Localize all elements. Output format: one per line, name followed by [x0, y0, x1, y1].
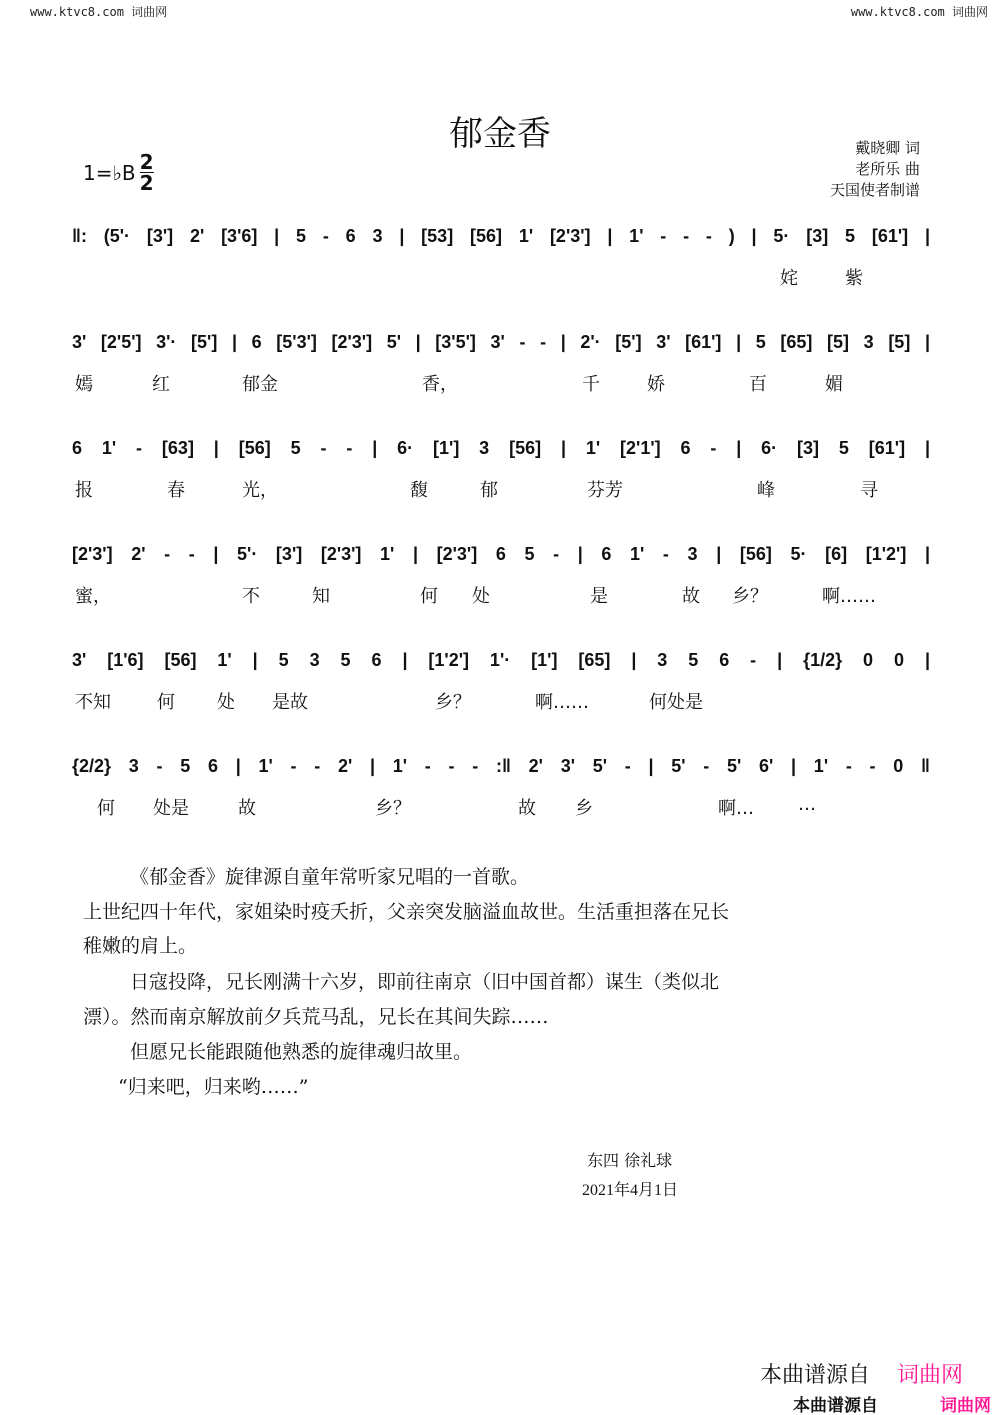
lyric: 光， — [242, 480, 278, 501]
meter-top: 2 — [139, 150, 154, 174]
lyric: 是故 — [272, 692, 308, 713]
engraver-credit: 天国使者制谱 — [829, 181, 920, 199]
lyric: 娇 — [647, 374, 665, 395]
lyric: 啊…… — [822, 586, 876, 607]
essay-line: 上世纪四十年代，家姐染时疫夭折，父亲突发脑溢血故世。生活重担落在兄长 — [83, 901, 730, 923]
essay-line: 《郁金香》旋律源自童年常听家兄唱的一首歌。 — [130, 866, 530, 888]
lyric: 不知 — [75, 692, 111, 713]
date: 2021年4月1日 — [582, 1182, 679, 1199]
essay-line: 日寇投降，兄长刚满十六岁，即前往南京（旧中国首都）谋生（类似北 — [130, 971, 720, 993]
lyric: 不 — [242, 586, 260, 607]
lyric: 芬芳 — [587, 480, 623, 501]
lyric: 馥 — [410, 480, 428, 501]
composer-credit: 老所乐 曲 — [855, 160, 920, 178]
lyric: 知 — [312, 586, 330, 607]
lyric: 故 — [238, 798, 256, 819]
lyric: … — [798, 794, 816, 815]
lyric: 寻 — [860, 480, 878, 501]
source-site-ghost: 词曲网 — [897, 1363, 964, 1388]
lyric: 乡？ — [732, 586, 768, 607]
lyric: 香， — [422, 374, 458, 395]
lyric: 何处是 — [649, 692, 703, 713]
lyric: 故 — [682, 586, 700, 607]
score-row-notes: {2/2} 3 - 5 6 | 1' - - 2' | 1' - - - :‖ 2' 3' 5' - | 5' - 5' 6' | 1' - - 0 ‖ — [72, 756, 930, 776]
lyric: 何 — [420, 586, 438, 607]
lyric: 何 — [97, 798, 115, 819]
essay-line: 但愿兄长能跟随他熟悉的旋律魂归故里。 — [130, 1041, 473, 1063]
lyric: 郁金 — [242, 374, 278, 395]
essay-line: 漂）。然而南京解放前夕兵荒马乱，兄长在其间失踪…… — [83, 1006, 549, 1028]
lyric: 姹 — [780, 268, 798, 289]
score-row-notes: ‖: (5'· [3'] 2' [3'6] | 5 - 6 3 | [53] [56] 1' [2'3'] | 1' - - - ) | 5· [3] 5 [61'] | — [72, 226, 930, 246]
lyric: 紫 — [845, 268, 863, 289]
lyric: 故 — [518, 798, 536, 819]
lyric: 啊… — [718, 798, 754, 819]
essay-line: “归来吧，归来哟……” — [118, 1076, 309, 1098]
lyric: 乡？ — [435, 692, 471, 713]
lyric: 处 — [472, 586, 490, 607]
score-row-notes: [2'3'] 2' - - | 5'· [3'] [2'3'] 1' | [2'3'] 6 5 - | 6 1' - 3 | [56] 5· [6] [1'2'] | — [72, 544, 930, 564]
source-note-ghost: 本曲谱源自 — [760, 1363, 871, 1388]
lyric: 蜜， — [75, 586, 111, 607]
source-site: 词曲网 — [940, 1396, 991, 1415]
score-row-notes: 3' [1'6] [56] 1' | 5 3 5 6 | [1'2'] 1'· [1'] [65] | 3 5 6 - | {1/2} 0 0 | — [72, 650, 930, 670]
lyric: 郁 — [480, 480, 498, 501]
lyric: 啊…… — [535, 692, 589, 713]
song-title: 郁金香 — [449, 114, 551, 154]
lyric: 乡？ — [375, 798, 411, 819]
lyric: 红 — [152, 374, 170, 395]
lyric: 何 — [157, 692, 175, 713]
essay-line: 稚嫩的肩上。 — [83, 935, 198, 957]
watermark-right: www.ktvc8.com 词曲网 — [850, 5, 988, 19]
watermark-left: www.ktvc8.com 词曲网 — [30, 5, 168, 19]
lyric: 百 — [749, 374, 767, 395]
key-signature — [83, 152, 154, 193]
lyric: 处 — [217, 692, 235, 713]
key-tonic: 1=♭B — [83, 160, 136, 185]
source-note: 本曲谱源自 — [793, 1396, 878, 1415]
lyric: 乡 — [575, 798, 593, 819]
lyric: 嫣 — [75, 374, 93, 395]
lyric: 春 — [167, 480, 185, 501]
lyric: 媚 — [825, 374, 843, 395]
lyric: 千 — [582, 374, 600, 395]
score-row-notes: 6 1' - [63] | [56] 5 - - | 6· [1'] 3 [56] | 1' [2'1'] 6 - | 6· [3] 5 [61'] | — [72, 438, 930, 458]
signature: 东四 徐礼球 — [587, 1151, 673, 1170]
lyricist-credit: 戴晓卿 词 — [855, 139, 920, 157]
lyric: 报 — [75, 480, 93, 501]
lyric: 是 — [590, 586, 608, 607]
time-signature — [140, 152, 154, 193]
lyric: 峰 — [757, 480, 775, 501]
score-row-notes: 3' [2'5'] 3'· [5'] | 6 [5'3'] [2'3'] 5' | [3'5'] 3' - - | 2'· [5'] 3' [61'] | 5 [65] [5] 3 [5] | — [72, 332, 930, 352]
meter-bottom: 2 — [139, 171, 154, 195]
lyric: 处是 — [153, 798, 189, 819]
